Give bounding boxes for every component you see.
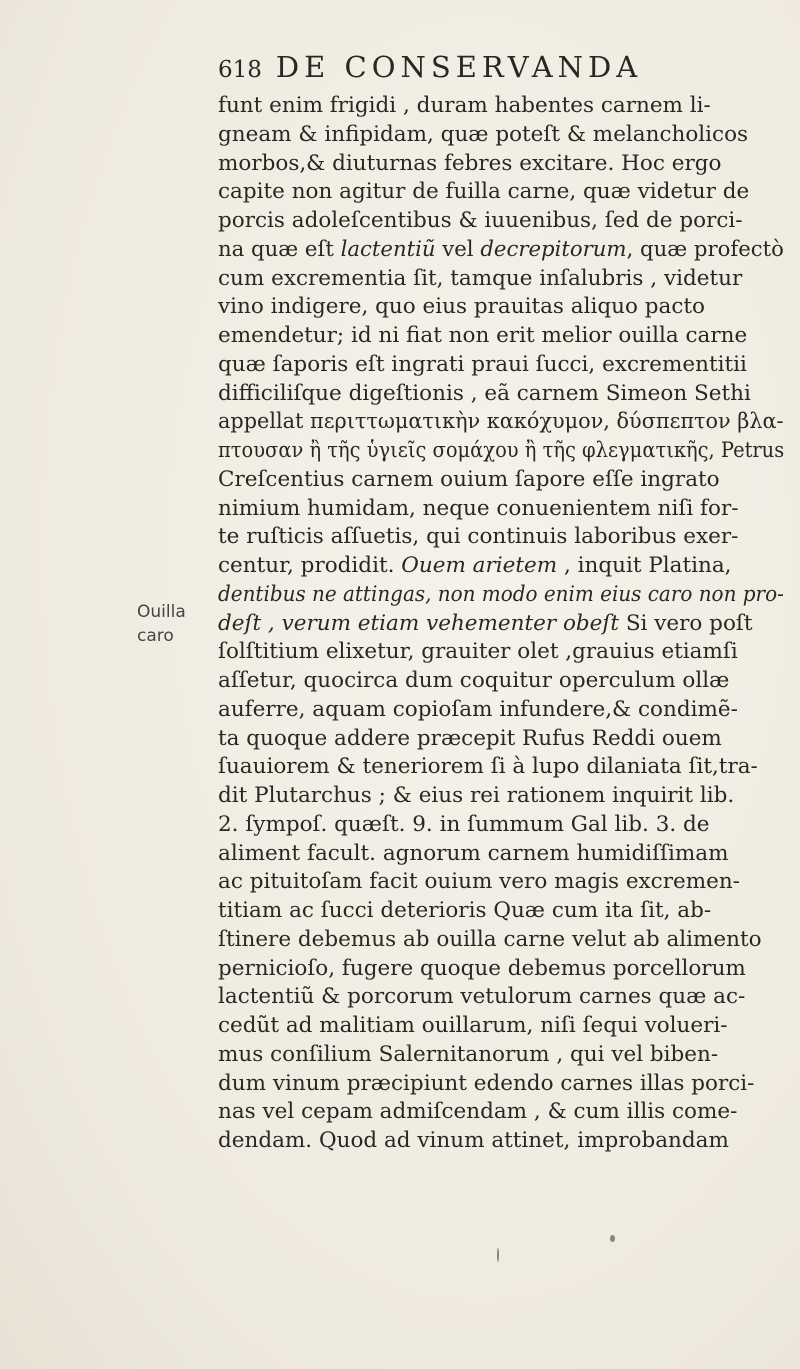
page-number: 618 xyxy=(218,57,262,83)
text-line xyxy=(218,696,784,725)
text-run: titiam ac ſucci deterioris Quæ cum ita ſit, ab- xyxy=(218,898,712,923)
text-run: ſolſtitium elixetur, grauiter olet ,grauius etiamſi xyxy=(218,639,738,665)
margin-note xyxy=(137,600,207,648)
paper-speck xyxy=(610,1235,615,1242)
text-line xyxy=(218,92,784,121)
text-line xyxy=(218,811,784,840)
text-line xyxy=(218,408,784,437)
text-run: vino indigere, quo eius prauitas aliquo pacto xyxy=(218,294,705,320)
text-line xyxy=(218,667,784,696)
italic-text: Ouem arietem xyxy=(401,553,558,578)
text-line xyxy=(218,840,784,869)
text-run: porcis adoleſcentibus & iuuenibus, ſed de porci- xyxy=(218,208,743,233)
text-line xyxy=(218,1070,784,1099)
text-line xyxy=(218,351,784,380)
text-line xyxy=(218,552,784,581)
text-run: , quæ profectò xyxy=(626,236,784,262)
text-run: cedũt ad malitiam ouillarum, niſi ſequi volueri- xyxy=(218,1013,728,1038)
text-run: , inquit Platina, xyxy=(557,553,732,578)
text-run: Creſcentius carnem ouium ſapore eſſe ingrato xyxy=(218,466,720,492)
paper-speck xyxy=(497,1248,499,1262)
text-run: te ruſticis aſſuetis, qui continuis laboribus exer- xyxy=(218,524,739,550)
margin-note-line: caro xyxy=(137,626,174,646)
text-run: capite non agitur de fuilla carne, quæ videtur de xyxy=(218,179,750,205)
margin-note-line: Ouilla xyxy=(137,602,186,622)
text-line xyxy=(218,782,784,811)
italic-text: dentibus ne attingas, non modo enim eius caro non pro- xyxy=(218,581,784,607)
text-run: ſuauiorem & teneriorem ſi à lupo dilaniata ſit,tra- xyxy=(218,754,758,780)
text-line xyxy=(218,581,784,610)
text-line xyxy=(218,1098,784,1127)
text-run: gneam & infipidam, quæ poteſt & melancholicos xyxy=(218,121,749,147)
text-run: cum excrementia ſit, tamque inſalubris , videtur xyxy=(218,265,743,291)
italic-text: lactentiũ xyxy=(340,236,436,262)
text-line xyxy=(218,495,784,524)
text-run: funt enim frigidi , duram habentes carnem li- xyxy=(218,93,711,118)
text-run: πτουσαν ἢ τῆς ὑγιεῖς σομάχου ἢ τῆς φλεγματικῆς, Petrus xyxy=(218,438,784,463)
text-run: centur, prodidit. xyxy=(218,553,402,578)
text-line xyxy=(218,926,784,955)
text-line xyxy=(218,322,784,351)
text-run: dendam. Quod ad vinum attinet, improbandam xyxy=(218,1128,729,1153)
text-line xyxy=(218,955,784,984)
text-line xyxy=(218,178,784,207)
text-line xyxy=(218,868,784,897)
text-run: appellat περιττωματικὴν κακόχυμον, δύσπεπτον βλα- xyxy=(218,409,784,435)
text-line xyxy=(218,610,784,639)
text-run: aliment facult. agnorum carnem humidiſſimam xyxy=(218,840,729,866)
text-line xyxy=(218,1127,784,1156)
text-line xyxy=(218,150,784,179)
text-run: auferre, aquam copioſam infundere,& condimẽ- xyxy=(218,696,738,722)
text-run: nimium humidam, neque conuenientem niſi for- xyxy=(218,495,739,521)
text-line xyxy=(218,1012,784,1041)
text-run: mus conſilium Salernitanorum , qui vel biben- xyxy=(218,1041,719,1067)
text-run: difficiliſque digeſtionis , eã carnem Simeon Sethi xyxy=(218,380,751,406)
text-run: pernicioſo, fugere quoque debemus porcellorum xyxy=(218,955,746,981)
text-run: morbos,& diuturnas febres excitare. Hoc ergo xyxy=(218,150,722,176)
running-head: DE CONSERVANDA xyxy=(275,50,643,84)
text-line xyxy=(218,638,784,667)
text-line xyxy=(218,236,784,265)
text-run: ac pituitoſam facit ouium vero magis excremen- xyxy=(218,869,740,895)
text-run: quæ ſaporis eſt ingrati praui ſucci, excrementitii xyxy=(218,351,747,377)
italic-text: decrepitorum xyxy=(480,236,627,262)
text-line xyxy=(218,293,784,322)
text-line xyxy=(218,207,784,236)
text-run: na quæ eſt xyxy=(218,236,341,262)
text-run: vel xyxy=(435,236,481,262)
text-run: dit Plutarchus ; & eius rei rationem inquirit lib. xyxy=(218,783,735,808)
text-run: lactentiũ & porcorum vetulorum carnes quæ ac- xyxy=(218,984,746,1010)
text-line xyxy=(218,380,784,409)
page-header xyxy=(218,50,698,90)
text-line xyxy=(218,725,784,754)
body-text xyxy=(218,92,784,1156)
text-run: ſtinere debemus ab ouilla carne velut ab alimento xyxy=(218,926,762,952)
text-line xyxy=(218,983,784,1012)
text-line xyxy=(218,265,784,294)
text-line xyxy=(218,753,784,782)
text-run: Si vero poſt xyxy=(618,610,753,636)
text-line xyxy=(218,1041,784,1070)
text-line xyxy=(218,523,784,552)
text-line xyxy=(218,121,784,150)
italic-text: deſt , verum etiam vehementer obeſt xyxy=(218,610,619,636)
text-run: 2. ſympoſ. quæſt. 9. in ſummum Gal lib. 3. de xyxy=(218,811,710,837)
text-line xyxy=(218,466,784,495)
text-run: nas vel cepam admiſcendam , & cum illis come- xyxy=(218,1099,738,1125)
text-run: dum vinum præcipiunt edendo carnes illas porci- xyxy=(218,1070,755,1096)
text-line xyxy=(218,437,784,466)
text-line xyxy=(218,897,784,926)
text-run: aſſetur, quocirca dum coquitur operculum ollæ xyxy=(218,668,730,693)
text-run: ta quoque addere præcepit Rufus Reddi ouem xyxy=(218,725,722,751)
text-run: emendetur; id ni fiat non erit melior ouilla carne xyxy=(218,323,748,348)
